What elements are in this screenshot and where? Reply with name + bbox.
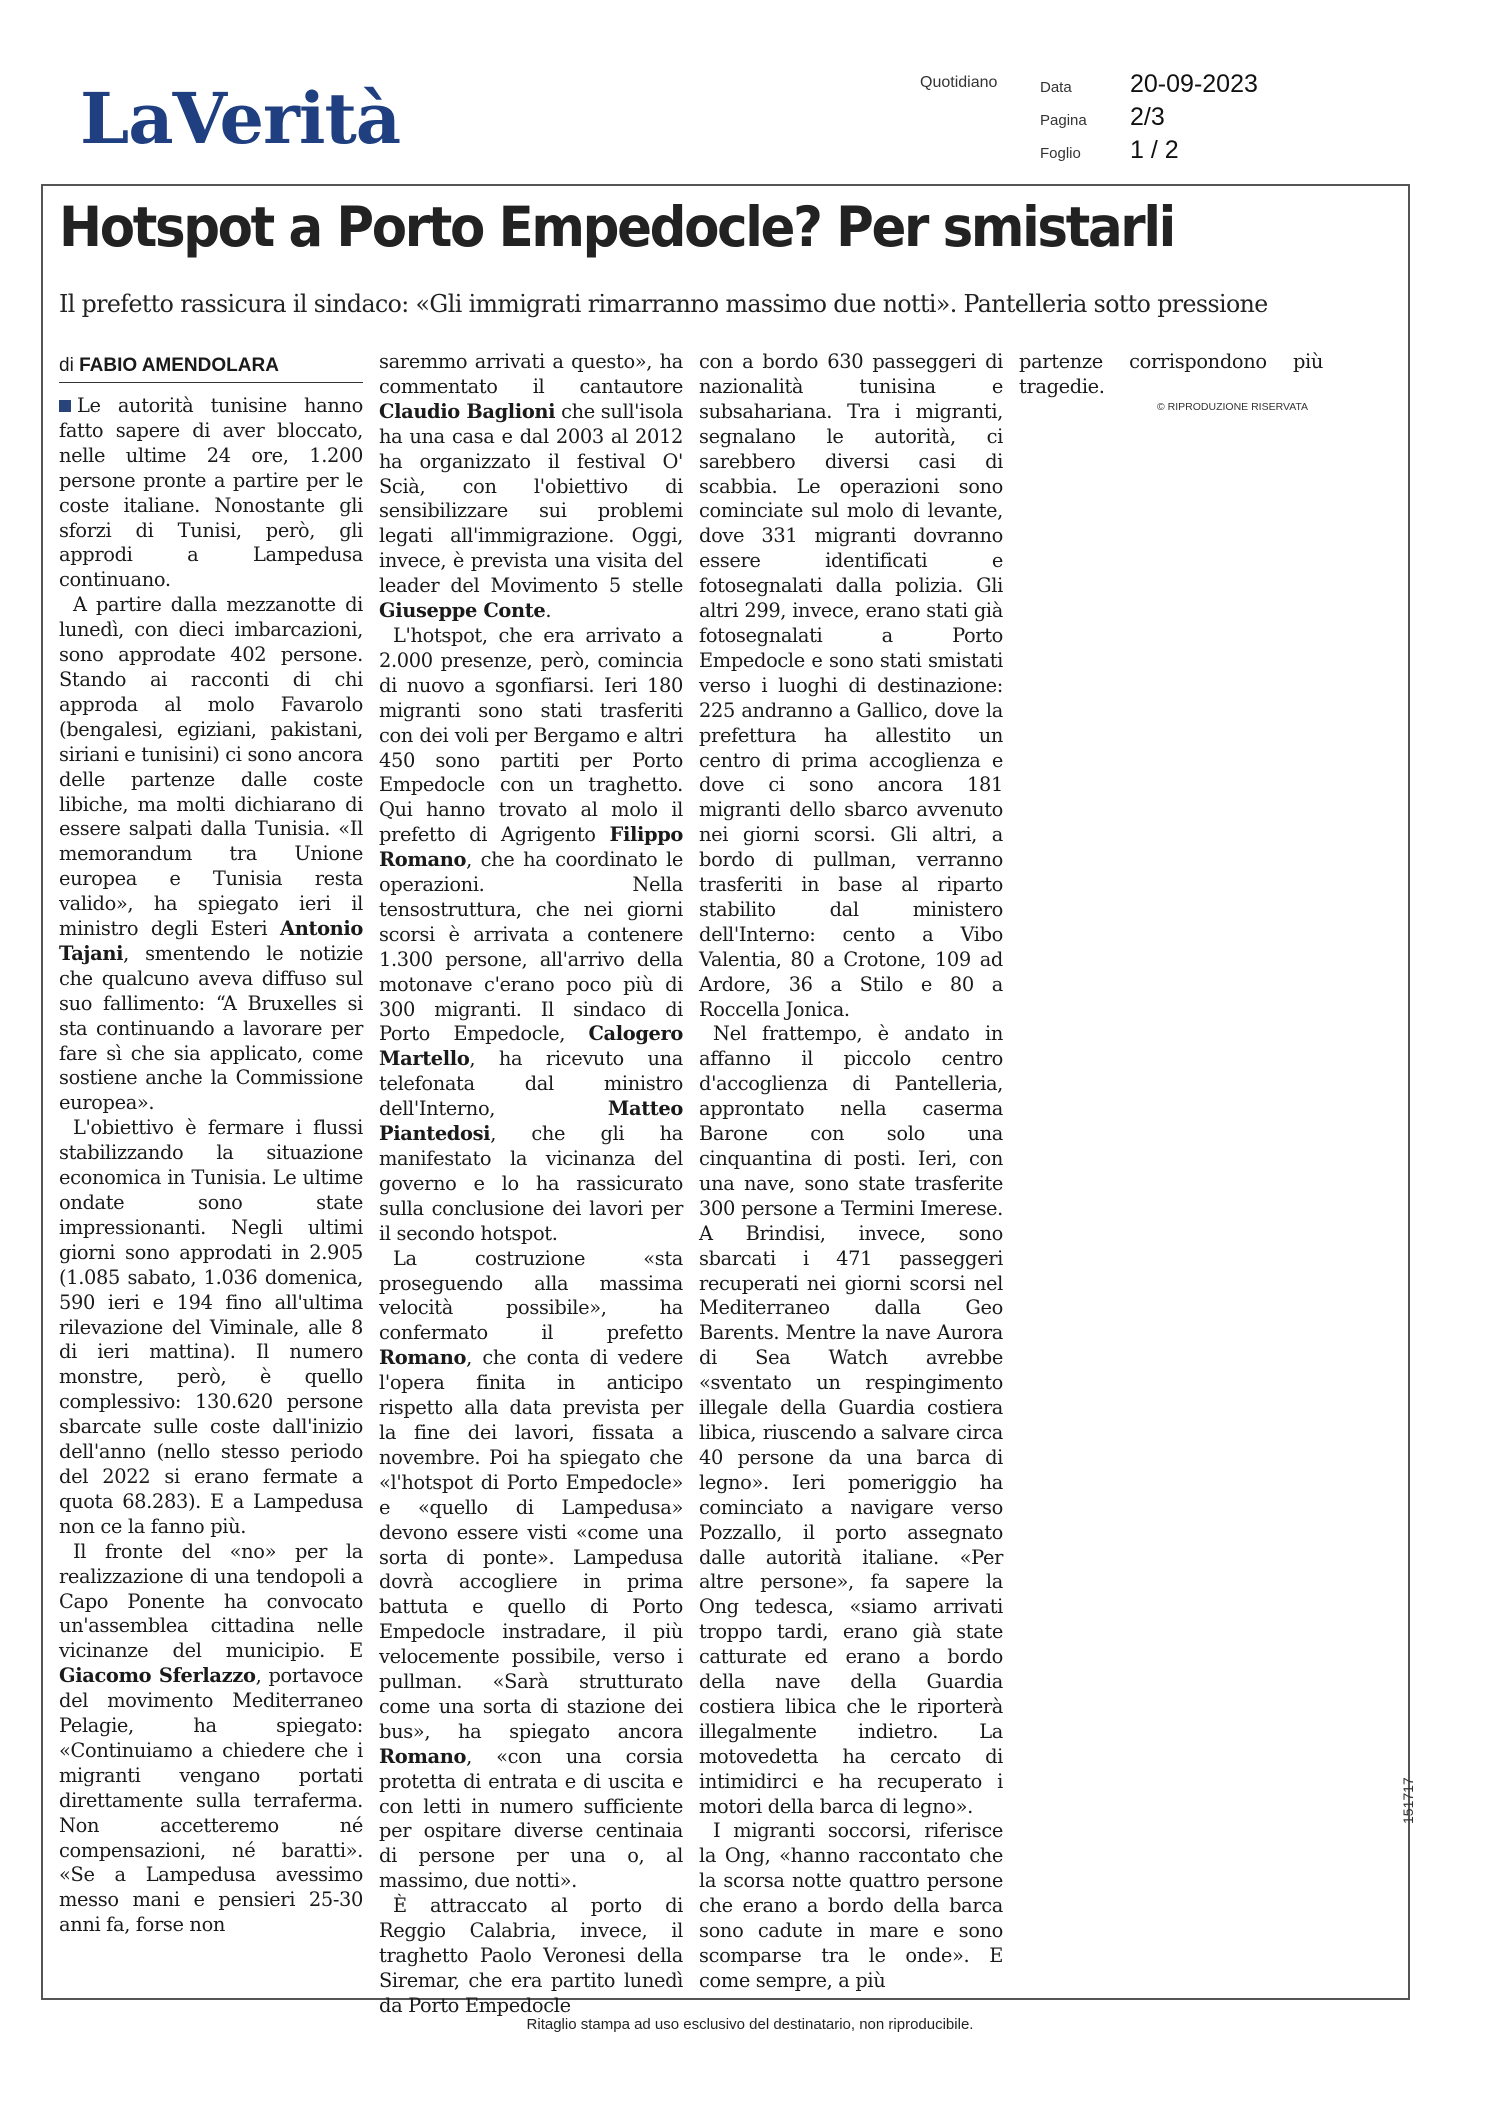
person-name: Giuseppe Conte [379, 599, 546, 623]
article-column-2 [379, 350, 683, 2019]
publication-type: Quotidiano [920, 74, 998, 91]
paragraph: partenze corrispondono più tragedie. [1019, 350, 1323, 398]
page-value: 2/3 [1130, 103, 1165, 131]
person-name: Antonio Tajani [59, 917, 363, 965]
author-name: FABIO AMENDOLARA [79, 355, 279, 376]
paragraph: I migranti soccorsi, riferisce la Ong, «hanno raccontato che la scorsa notte quattro persone che erano a bordo della barca sono cadute in mare e sono scomparse tra le onde». E come sempre, a più [699, 1819, 1003, 1992]
paragraph: con a bordo 630 passeggeri di nazionalità tunisina e subsahariana. Tra i migranti, segnalano le autorità, ci sarebbero diversi casi di scabbia. Le operazioni sono cominciate sul molo di levante, dove 331 migranti dovranno essere identificati e fotosegnalati dalla polizia. Gli altri 299, invece, erano stati già fotosegnalati a Porto Empedocle e sono stati smistati verso i luoghi di destinazione: 225 andranno a Gallico, dove la prefettura ha allestito un centro di prima accoglienza e dove ci sono ancora 181 migranti dello sbarco avvenuto nei giorni scorsi. Gli altri, a bordo di pullman, verranno trasferiti in base al riparto stabilito dal ministero dell'Interno: cento a Vibo Valentia, 80 a Crotone, 109 ad Ardore, 36 a Stilo e 80 a Roccella Jonica. [699, 350, 1003, 1021]
person-name: Romano [379, 1346, 467, 1370]
masthead-logo [80, 77, 401, 160]
paragraph: Nel frattempo, è andato in affanno il piccolo centro d'accoglienza di Pantelleria, approntato nella caserma Barone con solo una cinquantina di posti. Ieri, con una nave, sono state trasferite 300 persone a Termini Imerese. A Brindisi, invece, sono sbarcati i 471 passeggeri recuperati nei giorni scorsi nel Mediterraneo dalla Geo Barents. Mentre la nave Aurora di Sea Watch avrebbe «sventato un respingimento illegale della Guardia costiera libica, riuscendo a salvare circa 40 persone da una barca di legno». Ieri pomeriggio ha cominciato a navigare verso Pozzallo, il porto assegnato dalle autorità italiane. «Per altre persone», fa sapere la Ong tedesca, «siamo arrivati troppo tardi, erano già state catturate ed erano a bordo della nave della Guardia costiera libica che le riporterà illegalmente indietro. La motovedetta ha cercato di intimidirci e ha recuperato i motori della barca di legno». [699, 1022, 1003, 1818]
masthead-verita: Verità [172, 77, 401, 160]
masthead-la: La [80, 77, 173, 160]
paragraph: Le autorità tunisine hanno fatto sapere di aver bloccato, nelle ultime 24 ore, 1.200 persone pronte a partire per le coste italiane. Nonostante gli sforzi di Tunisi, però, gli approdi a Lampedusa continuano. [59, 394, 363, 592]
person-name: Filippo Romano [379, 823, 683, 872]
person-name: Romano [379, 1744, 467, 1768]
publication-meta [1040, 70, 1258, 169]
paragraph: saremmo arrivati a questo», ha commentato il cantautore Claudio Baglioni che sull'isola ha una casa e dal 2003 al 2012 ha organizzato il festival O' Scià, con l'obiettivo di sensibilizzare sui problemi legati all'immigrazione. Oggi, invece, è prevista una visita del leader del Movimento 5 stelle Giuseppe Conte. [379, 350, 683, 623]
bullet-square-icon [59, 400, 71, 412]
date-label: Data [1040, 79, 1072, 96]
paragraph: L'hotspot, che era arrivato a 2.000 presenze, però, comincia di nuovo a sgonfiarsi. Ieri 180 migranti sono stati trasferiti con dei voli per Bergamo e altri 450 sono partiti per Porto Empedocle con un traghetto. Qui hanno trovato al molo il prefetto di Agrigento Filippo Romano, che ha coordinato le operazioni. Nella tensostruttura, che nei giorni scorsi è arrivata a contenere 1.300 persone, all'arrivo della motonave c'erano poco più di 300 migranti. Il sindaco di Porto Empedocle, Calogero Martello, ha ricevuto una telefonata dal ministro dell'Interno, Matteo Piantedosi, che gli ha manifestato la vicinanza del governo e lo ha rassicurato sulla conclusione dei lavori per il secondo hotspot. [379, 623, 683, 1245]
person-name: Giacomo Sferlazzo [59, 1664, 256, 1688]
subheadline: Il prefetto rassicura il sindaco: «Gli immigrati rimarranno massimo due notti». Pantelleria sotto pressione [59, 290, 1268, 318]
paragraph: L'obiettivo è fermare i flussi stabilizzando la situazione economica in Tunisia. Le ultime ondate sono state impressionanti. Negli ultimi giorni sono approdati in 2.905 (1.085 sabato, 1.036 domenica, 590 ieri e 194 fino all'ultima rilevazione del Viminale, alle 8 di ieri mattina). Il numero monstre, però, è quello complessivo: 130.620 persone sbarcate sulle coste dall'inizio dell'anno (nello stesso periodo del 2022 si erano fermate a quota 68.283). E a Lampedusa non ce la fanno più. [59, 1116, 363, 1538]
document-code: 151717 [1400, 1777, 1416, 1824]
date-value: 20-09-2023 [1130, 70, 1258, 98]
person-name: Matteo Piantedosi [379, 1097, 683, 1146]
paragraph: Il fronte del «no» per la realizzazione di una tendopoli a Capo Ponente ha convocato un'assemblea cittadina nelle vicinanze del municipio. E Giacomo Sferlazzo, portavoce del movimento Mediterraneo Pelagie, ha spiegato: «Continuiamo a chiedere che i migranti vengano portati direttamente sulla terraferma. Non accetteremo né compensazioni, né baratti». «Se a Lampedusa avessimo messo mani e pensieri 25-30 anni fa, forse non [59, 1539, 363, 1937]
person-name: Claudio Baglioni [379, 399, 556, 423]
article-column-1 [59, 394, 363, 1938]
paragraph: A partire dalla mezzanotte di lunedì, con dieci imbarcazioni, sono approdate 402 persone. Stando ai racconti di chi approda al molo Favarolo (bengalesi, egiziani, pakistani, siriani e tunisini) ci sono ancora delle partenze dalle coste libiche, ma molti dichiarano di essere salpati dalla Tunisia. «Il memorandum tra Unione europea e Tunisia resta valido», ha spiegato ieri il ministro degli Esteri Antonio Tajani, smentendo le notizie che qualcuno aveva diffuso sul suo fallimento: “A Bruxelles si sta continuando a lavorare per fare sì che sia applicato, come sostiene anche la Commissione europea». [59, 593, 363, 1115]
byline-prefix: di [59, 355, 74, 376]
page-label: Pagina [1040, 112, 1087, 129]
copyright-notice: © RIPRODUZIONE RISERVATA [1157, 401, 1309, 413]
headline: Hotspot a Porto Empedocle? Per smistarli [59, 195, 1174, 259]
footer-disclaimer: Ritaglio stampa ad uso esclusivo del destinatario, non riproducibile. [526, 2016, 974, 2033]
article-column-3 [699, 350, 1003, 1994]
sheet-value: 1 / 2 [1130, 136, 1179, 164]
article-column-4 [1019, 350, 1323, 400]
byline [59, 355, 363, 383]
paragraph: La costruzione «sta proseguendo alla massima velocità possibile», ha confermato il prefetto Romano, che conta di vedere l'opera finita in anticipo rispetto alla data prevista per la fine dei lavori, fissata a novembre. Poi ha spiegato che «l'hotspot di Porto Empedocle» e «quello di Lampedusa» devono essere visti «come una sorta di ponte». Lampedusa dovrà accogliere in prima battuta e quello di Porto Empedocle instradare, il più velocemente possibile, verso i pullman. «Sarà strutturato come una sorta di stazione dei bus», ha spiegato ancora Romano, «con una corsia protetta di entrata e di uscita e con letti in numero sufficiente per ospitare diverse centinaia di persone per una o, al massimo, due notti». [379, 1246, 683, 1893]
sheet-label: Foglio [1040, 145, 1081, 162]
person-name: Calogero Martello [379, 1022, 683, 1071]
paragraph: È attraccato al porto di Reggio Calabria, invece, il traghetto Paolo Veronesi della Siremar, che era partito lunedì da Porto Empedocle [379, 1894, 683, 2017]
